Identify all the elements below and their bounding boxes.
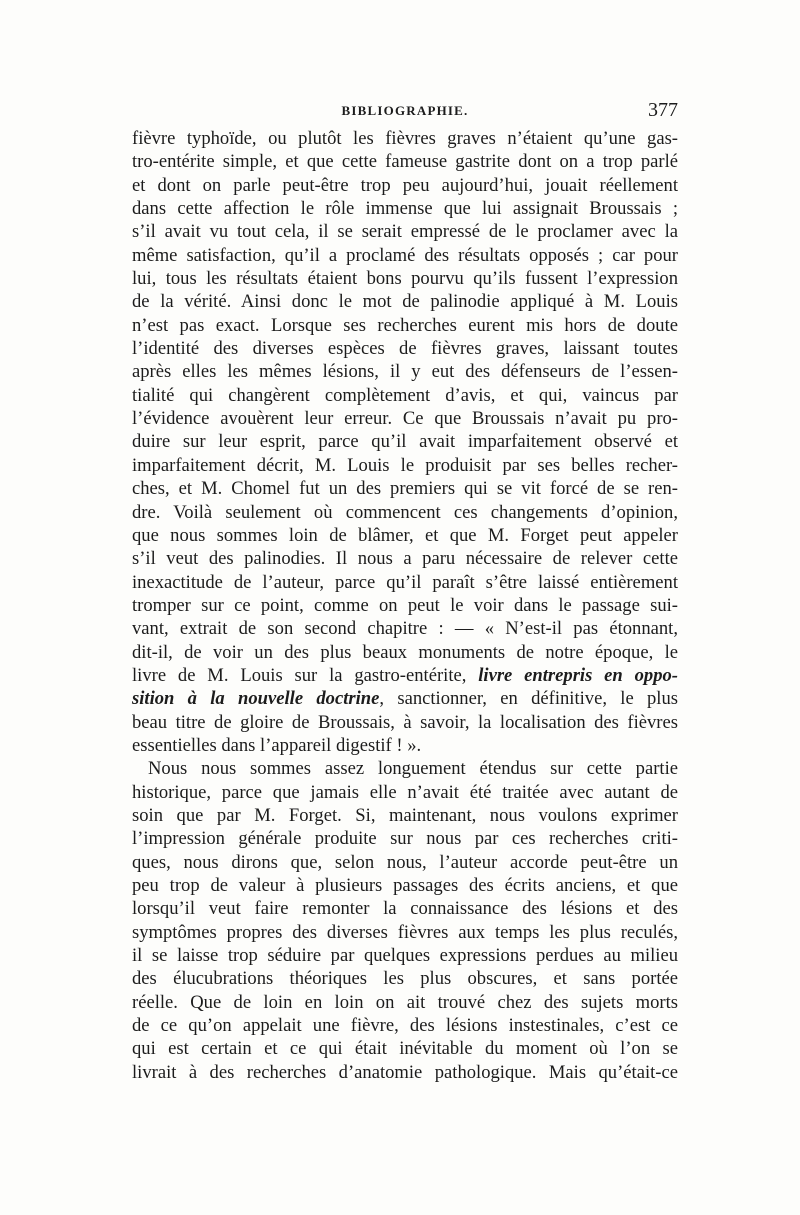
text-line: duire sur leur esprit, parce qu’il avait imparfaitement observé et <box>132 431 678 453</box>
text-line: après elles les mêmes lésions, il y eut des défenseurs de l’essen- <box>132 361 678 383</box>
text-line: il se laisse trop séduire par quelques expressions perdues au milieu <box>132 945 678 967</box>
text-line: réelle. Que de loin en loin on ait trouvé chez des sujets morts <box>132 991 678 1013</box>
text-line: dit-il, de voir un des plus beaux monuments de notre époque, le <box>132 641 678 663</box>
text-line: imparfaitement décrit, M. Louis le produisit par ses belles recher- <box>132 454 678 476</box>
text-line: livrait à des recherches d’anatomie pathologique. Mais qu’était-ce <box>132 1061 678 1083</box>
italic-text: sition à la nouvelle doctrine <box>132 688 380 710</box>
text-line: essentielles dans l’appareil digestif ! ». <box>132 734 422 756</box>
text-line-mixed <box>132 664 678 687</box>
text-line: que nous sommes loin de blâmer, et que M. Forget peut appeler <box>132 524 678 546</box>
text-line: historique, parce que jamais elle n’avait été traitée avec autant de <box>132 781 678 803</box>
running-head <box>132 99 678 123</box>
text-line: ches, et M. Chomel fut un des premiers qui se vit forcé de se ren- <box>132 478 678 500</box>
text-line: même satisfaction, qu’il a proclamé des résultats opposés ; car pour <box>132 244 678 266</box>
roman-text: livre de M. Louis sur la gastro-entérite, <box>132 664 479 686</box>
text-line: fièvre typhoïde, ou plutôt les fièvres graves n’étaient qu’une gas- <box>132 128 678 149</box>
text-line: tialité qui changèrent complètement d’avis, et qui, vaincus par <box>132 384 678 406</box>
text-line: soin que par M. Forget. Si, maintenant, nous voulons exprimer <box>132 804 678 826</box>
text-line-mixed <box>132 687 678 710</box>
text-line: symptômes propres des diverses fièvres aux temps les plus reculés, <box>132 921 678 943</box>
roman-text: , sanctionner, en définitive, le plus <box>379 688 678 710</box>
page-number: 377 <box>648 99 678 121</box>
text-line: l’identité des diverses espèces de fièvres graves, laissant toutes <box>132 338 678 360</box>
text-line: de ce qu’on appelait une fièvre, des lésions instestinales, c’est ce <box>132 1015 678 1037</box>
text-line: s’il avait vu tout cela, il se serait empressé de le proclamer avec la <box>132 221 678 243</box>
text-line: tro-entérite simple, et que cette fameuse gastrite dont on a trop parlé <box>132 151 678 173</box>
text-line: qui est certain et ce qui était inévitable du moment où l’on se <box>132 1038 678 1060</box>
text-line: inexactitude de l’auteur, parce qu’il paraît s’être laissé entièrement <box>132 571 678 593</box>
italic-text: livre entrepris en oppo- <box>478 664 678 686</box>
text-line: de la vérité. Ainsi donc le mot de palinodie appliqué à M. Louis <box>132 291 678 313</box>
text-line: des élucubrations théoriques les plus obscures, et sans portée <box>132 968 678 990</box>
text-line: et dont on parle peut-être trop peu aujourd’hui, jouait réellement <box>132 174 678 196</box>
text-line: dre. Voilà seulement où commencent ces changements d’opinion, <box>132 501 678 523</box>
text-line: lorsqu’il veut faire remonter la connaissance des lésions et des <box>132 898 678 920</box>
body-text <box>132 127 678 1084</box>
text-line: beau titre de gloire de Broussais, à savoir, la localisation des fièvres <box>132 711 678 733</box>
text-line: vant, extrait de son second chapitre : — « N’est-il pas étonnant, <box>132 618 678 640</box>
text-line: n’est pas exact. Lorsque ses recherches eurent mis hors de doute <box>132 314 678 336</box>
text-line: peu trop de valeur à plusieurs passages des écrits anciens, et que <box>132 875 678 896</box>
text-line: s’il veut des palinodies. Il nous a paru nécessaire de relever cette <box>132 548 678 570</box>
running-title: BIBLIOGRAPHIE. <box>341 103 469 118</box>
paragraph-first-line: Nous nous sommes assez longuement étendus sur cette partie <box>148 758 678 780</box>
text-line: l’évidence avouèrent leur erreur. Ce que Broussais n’avait pu pro- <box>132 408 678 430</box>
text-line: ques, nous dirons que, selon nous, l’auteur accorde peut-être un <box>132 851 678 873</box>
text-line: l’impression générale produite sur nous par ces recherches criti- <box>132 828 678 850</box>
text-line: lui, tous les résultats étaient bons pourvu qu’ils fussent l’expression <box>132 268 678 290</box>
text-line: tromper sur ce point, comme on peut le voir dans le passage sui- <box>132 594 678 616</box>
text-line: dans cette affection le rôle immense que lui assignait Broussais ; <box>132 198 678 220</box>
